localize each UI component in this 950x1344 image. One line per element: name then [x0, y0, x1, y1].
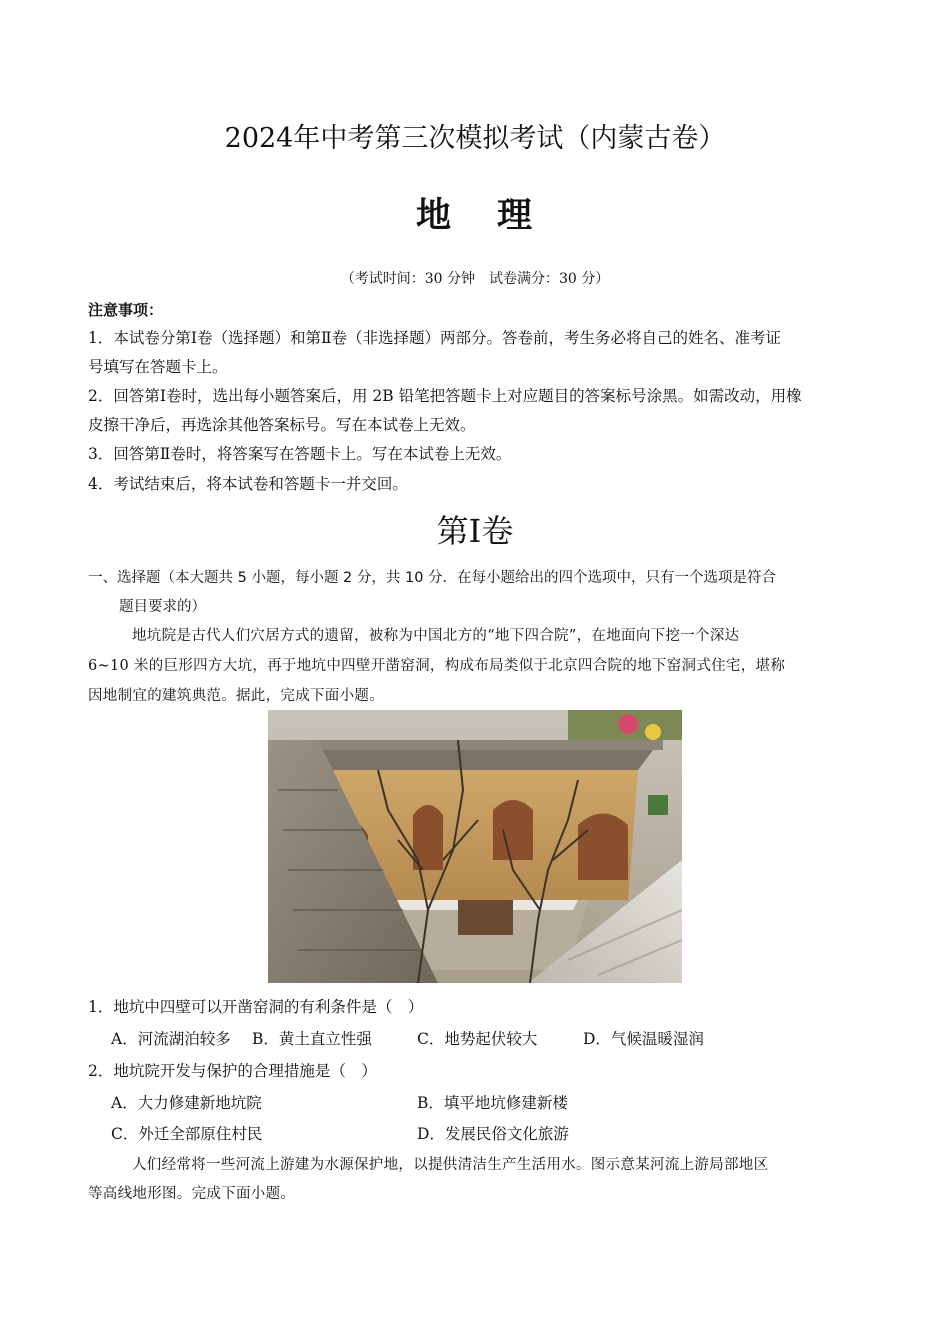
notice-line: 4．考试结束后，将本试卷和答题卡一并交回。 — [88, 475, 408, 493]
part-heading-continued: 题目要求的） — [119, 599, 206, 615]
exam-info: （考试时间：30 分钟 试卷满分：30 分） — [340, 271, 610, 287]
section-title: 第Ⅰ卷 — [436, 512, 514, 550]
option-a[interactable]: A．河流湖泊较多 — [111, 1030, 231, 1048]
passage-line: 因地制宜的建筑典范。据此，完成下面小题。 — [88, 688, 384, 704]
notice-line: 2．回答第Ⅰ卷时，选出每小题答案后，用 2B 铅笔把答题卡上对应题目的答案标号涂黑。如需改动，用橡 — [88, 387, 802, 405]
option-c[interactable]: C．地势起伏较大 — [417, 1030, 538, 1048]
option-d[interactable]: D．发展民俗文化旅游 — [417, 1125, 569, 1143]
courtyard-photo — [268, 710, 682, 983]
option-c[interactable]: C．外迁全部原住村民 — [111, 1125, 263, 1143]
subject-char-2: 理 — [497, 195, 535, 236]
notice-line: 号填写在答题卡上。 — [88, 358, 228, 376]
passage-line: 等高线地形图。完成下面小题。 — [88, 1186, 296, 1202]
notice-line: 皮擦干净后，再选涂其他答案标号。写在本试卷上无效。 — [88, 416, 476, 434]
subject-char-1: 地 — [415, 195, 453, 236]
question-stem: 1．地坑中四壁可以开凿窑洞的有利条件是（ ） — [88, 998, 424, 1016]
option-b[interactable]: B．填平地坑修建新楼 — [417, 1094, 568, 1112]
option-b[interactable]: B．黄土直立性强 — [252, 1030, 372, 1048]
option-d[interactable]: D．气候温暖湿润 — [583, 1030, 704, 1048]
notice-heading: 注意事项： — [88, 301, 164, 319]
passage-line: 人们经常将一些河流上游建为水源保护地，以提供清洁生产生活用水。图示意某河流上游局部地区 — [132, 1157, 769, 1173]
notice-line: 1．本试卷分第Ⅰ卷（选择题）和第Ⅱ卷（非选择题）两部分。答卷前，考生务必将自己的姓名、准考证 — [88, 329, 782, 347]
part-heading: 一、选择题（本大题共 5 小题，每小题 2 分，共 10 分．在每小题给出的四个选项中，只有一个选项是符合 — [88, 570, 777, 586]
passage-line: 地坑院是古代人们穴居方式的遗留，被称为中国北方的“地下四合院”，在地面向下挖一个深达 — [132, 628, 740, 644]
option-a[interactable]: A．大力修建新地坑院 — [111, 1094, 262, 1112]
subject-title — [0, 188, 950, 238]
exam-title: 2024年中考第三次模拟考试（内蒙古卷） — [224, 123, 726, 154]
passage-line: 6~10 米的巨形四方大坑，再于地坑中四壁开凿窑洞，构成布局类似于北京四合院的地下窑洞式住宅，堪称 — [88, 658, 786, 674]
question-stem: 2．地坑院开发与保护的合理措施是（ ） — [88, 1062, 377, 1080]
notice-line: 3．回答第Ⅱ卷时，将答案写在答题卡上。写在本试卷上无效。 — [88, 445, 512, 463]
